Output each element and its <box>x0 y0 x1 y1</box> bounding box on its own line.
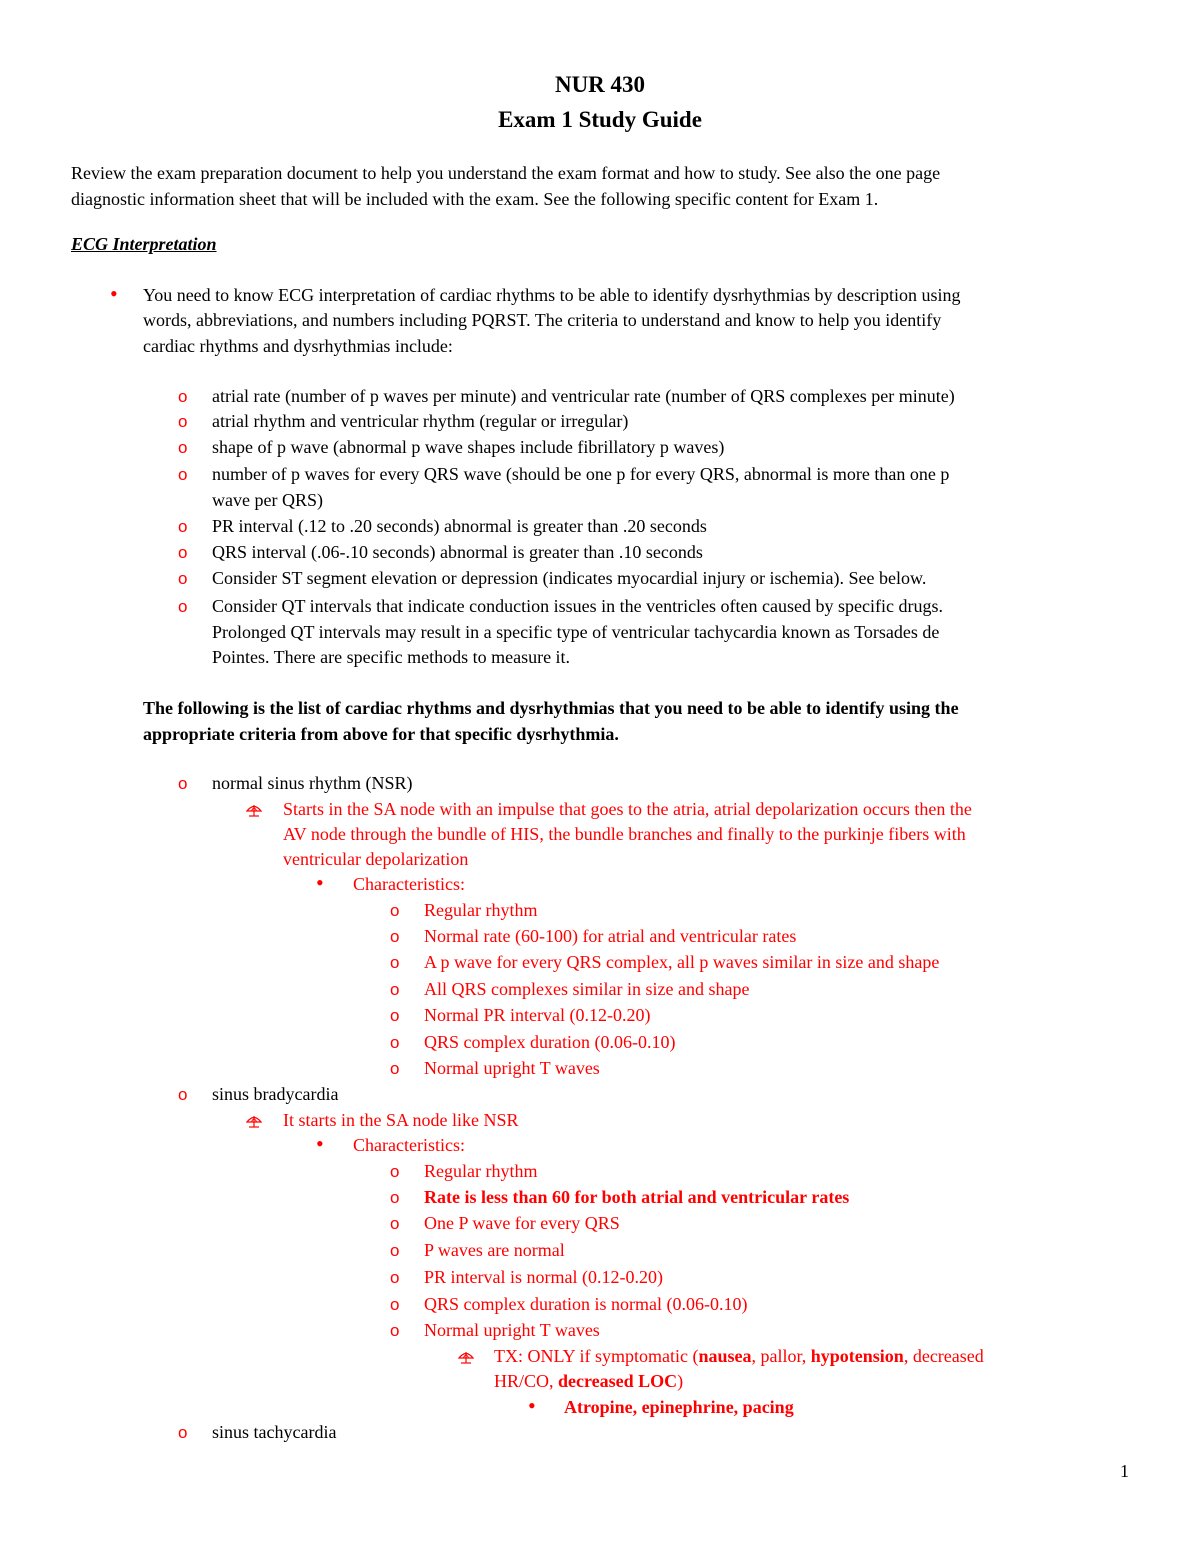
bullet-marker: • <box>316 1131 324 1156</box>
criteria-item: PR interval (.12 to .20 seconds) abnormal is greater than .20 seconds <box>212 516 707 536</box>
rhythm-name-tachy: sinus tachycardia <box>212 1422 337 1442</box>
list-intro-line: appropriate criteria from above for that specific dysrhythmia. <box>143 724 619 744</box>
criteria-item: atrial rate (number of p waves per minute) and ventricular rate (number of QRS complexes per minute) <box>212 386 955 406</box>
circle-marker: o <box>178 387 188 406</box>
umbrella-icon <box>246 802 262 818</box>
criteria-item: QRS interval (.06-.10 seconds) abnormal is greater than .10 seconds <box>212 542 703 562</box>
circle-marker: o <box>390 1321 400 1340</box>
brady-description: It starts in the SA node like NSR <box>283 1110 519 1130</box>
tx-text: , decreased <box>903 1346 984 1366</box>
circle-marker: o <box>178 438 188 457</box>
brady-drugs: Atropine, epinephrine, pacing <box>564 1397 794 1417</box>
criteria-item: atrial rhythm and ventricular rhythm (regular or irregular) <box>212 411 629 431</box>
circle-marker: o <box>390 927 400 946</box>
brady-characteristic: Regular rhythm <box>424 1161 538 1181</box>
brady-characteristic: QRS complex duration is normal (0.06-0.10) <box>424 1294 748 1314</box>
circle-marker: o <box>178 1423 188 1442</box>
bullet-marker: • <box>110 281 118 306</box>
circle-marker: o <box>178 517 188 536</box>
intro-line: diagnostic information sheet that will be included with the exam. See the following specific content for Exam 1. <box>71 188 879 209</box>
nsr-description: Starts in the SA node with an impulse that goes to the atria, atrial depolarization occurs then the <box>283 799 972 819</box>
circle-marker: o <box>178 412 188 431</box>
rhythm-name-nsr: normal sinus rhythm (NSR) <box>212 773 413 793</box>
nsr-description: ventricular depolarization <box>283 849 469 869</box>
tx-text: , pallor, <box>751 1346 811 1366</box>
umbrella-icon <box>458 1349 474 1365</box>
nsr-characteristic: Regular rhythm <box>424 900 538 920</box>
course-title: NUR 430 <box>554 72 646 97</box>
main-bullet-line: You need to know ECG interpretation of cardiac rhythms to be able to identify dysrhythmias by description using <box>143 285 961 305</box>
characteristics-label: Characteristics: <box>353 1135 465 1155</box>
brady-characteristic: Rate is less than 60 for both atrial and ventricular rates <box>424 1187 850 1207</box>
brady-characteristic: PR interval is normal (0.12-0.20) <box>424 1267 663 1287</box>
main-bullet-line: cardiac rhythms and dysrhythmias include: <box>143 336 453 356</box>
rhythm-name-brady: sinus bradycardia <box>212 1084 339 1104</box>
tx-symptom: hypotension <box>810 1346 904 1366</box>
main-bullet-line: words, abbreviations, and numbers including PQRST. The criteria to understand and know to help you identify <box>143 310 942 330</box>
tx-text: ) <box>677 1371 684 1391</box>
circle-marker: o <box>390 953 400 972</box>
brady-characteristic: Normal upright T waves <box>424 1320 600 1340</box>
criteria-item: shape of p wave (abnormal p wave shapes include fibrillatory p waves) <box>212 437 725 457</box>
circle-marker: o <box>390 901 400 920</box>
circle-marker: o <box>390 1162 400 1181</box>
nsr-characteristic: All QRS complexes similar in size and shape <box>424 979 750 999</box>
criteria-item: Consider QT intervals that indicate conduction issues in the ventricles often caused by specific drugs. <box>212 596 943 616</box>
section-heading: ECG Interpretation <box>71 234 217 254</box>
brady-treatment-cont <box>494 1369 683 1395</box>
circle-marker: o <box>390 1214 400 1233</box>
brady-characteristic: P waves are normal <box>424 1240 565 1260</box>
criteria-item: Consider ST segment elevation or depression (indicates myocardial injury or ischemia). See below. <box>212 568 927 588</box>
intro-paragraph <box>71 161 1141 212</box>
circle-marker: o <box>390 1241 400 1260</box>
nsr-characteristic: Normal upright T waves <box>424 1058 600 1078</box>
umbrella-icon <box>246 1113 262 1129</box>
circle-marker: o <box>178 597 188 616</box>
nsr-characteristic: Normal rate (60-100) for atrial and ventricular rates <box>424 926 797 946</box>
circle-marker: o <box>178 1085 188 1104</box>
nsr-characteristic: QRS complex duration (0.06-0.10) <box>424 1032 676 1052</box>
tx-text: TX: ONLY if symptomatic ( <box>494 1346 699 1366</box>
circle-marker: o <box>390 1295 400 1314</box>
criteria-item: number of p waves for every QRS wave (should be one p for every QRS, abnormal is more than one p <box>212 464 950 484</box>
bullet-marker: • <box>528 1393 536 1418</box>
circle-marker: o <box>178 569 188 588</box>
brady-characteristic: One P wave for every QRS <box>424 1213 620 1233</box>
nsr-description: AV node through the bundle of HIS, the bundle branches and finally to the purkinje fibers with <box>283 824 966 844</box>
list-intro-line: The following is the list of cardiac rhythms and dysrhythmias that you need to be able to identify using the <box>143 698 959 718</box>
tx-symptom: nausea <box>698 1346 752 1366</box>
criteria-item-cont: wave per QRS) <box>212 490 323 510</box>
page-number: 1 <box>1120 1461 1129 1481</box>
bullet-marker: • <box>316 870 324 895</box>
brady-treatment <box>494 1344 984 1370</box>
criteria-item-cont: Pointes. There are specific methods to measure it. <box>212 647 571 667</box>
criteria-item-cont: Prolonged QT intervals may result in a specific type of ventricular tachycardia known as Torsades de <box>212 622 940 642</box>
page-title: Exam 1 Study Guide <box>498 107 702 132</box>
circle-marker: o <box>390 1188 400 1207</box>
intro-line: Review the exam preparation document to help you understand the exam format and how to study. See also the one page <box>71 163 941 183</box>
nsr-characteristic: A p wave for every QRS complex, all p waves similar in size and shape <box>424 952 940 972</box>
tx-text: HR/CO, <box>494 1371 559 1391</box>
circle-marker: o <box>178 774 188 793</box>
circle-marker: o <box>390 980 400 999</box>
circle-marker: o <box>390 1006 400 1025</box>
tx-symptom: decreased LOC <box>558 1371 678 1391</box>
circle-marker: o <box>390 1033 400 1052</box>
circle-marker: o <box>178 465 188 484</box>
circle-marker: o <box>178 543 188 562</box>
nsr-characteristic: Normal PR interval (0.12-0.20) <box>424 1005 651 1025</box>
characteristics-label: Characteristics: <box>353 874 465 894</box>
circle-marker: o <box>390 1268 400 1287</box>
circle-marker: o <box>390 1059 400 1078</box>
